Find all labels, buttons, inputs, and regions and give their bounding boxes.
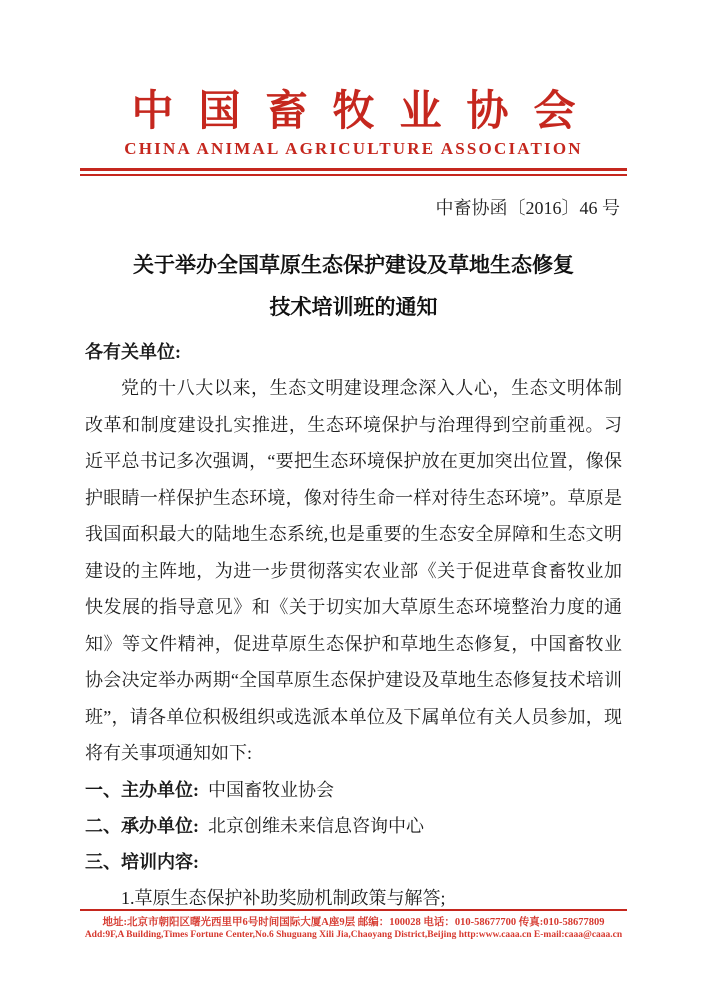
salutation: 各有关单位: xyxy=(85,342,181,363)
list-item-label: 一、主办单位: xyxy=(85,779,199,800)
org-name-english: CHINA ANIMAL AGRICULTURE ASSOCIATION xyxy=(124,139,583,159)
document-body xyxy=(85,194,622,916)
footer-divider xyxy=(80,909,627,911)
list-item-value: 中国畜牧业协会 xyxy=(208,779,334,800)
list-item-value: 北京创维未来信息咨询中心 xyxy=(208,815,424,836)
list-item-organizer xyxy=(85,772,622,808)
document-number: 中畜协函〔2016〕46 号 xyxy=(435,198,620,219)
list-item-undertaker xyxy=(85,808,622,844)
list-item-label: 二、承办单位: xyxy=(85,815,199,836)
letter-footer xyxy=(80,909,627,941)
footer-address-english: Add:9F,A Building,Times Fortune Center,No.6 Shuguang Xili Jia,Chaoyang District,Beijing http:www.caaa.cn E-mail:caaa@caaa.cn xyxy=(84,929,623,940)
notice-title-line2: 技术培训班的通知 xyxy=(269,295,438,320)
notice-title xyxy=(85,244,622,328)
letterhead-divider xyxy=(80,168,627,176)
org-name-chinese: 中国畜牧业协会 xyxy=(131,89,601,135)
footer-address-chinese: 地址:北京市朝阳区曙光西里甲6号时间国际大厦A座9层 邮编：100028 电话：010-58677700 传真:010-58677809 xyxy=(102,917,605,928)
body-paragraph: 党的十八大以来，生态文明建设理念深入人心，生态文明体制改革和制度建设扎实推进，生态环境保护与治理得到空前重视。习近平总书记多次强调，“要把生态环境保护放在更加突出位置，像保护眼睛一样保护生态环境，像对待生命一样对待生态环境”。草原是我国面积最大的陆地生态系统,也是重要的生态安全屏障和生态文明建设的主阵地，为进一步贯彻落实农业部《关于促进草食畜牧业加快发展的指导意见》和《关于切实加大草原生态环境整治力度的通知》等文件精神，促进草原生态保护和草地生态修复，中国畜牧业协会决定举办两期“全国草原生态保护建设及草地生态修复技术培训班”，请各单位积极组织或选派本单位及下属单位有关人员参加，现将有关事项通知如下: xyxy=(85,378,622,764)
letterhead xyxy=(0,0,707,176)
notice-title-line1: 关于举办全国草原生态保护建设及草地生态修复 xyxy=(133,253,574,278)
list-item-training-content xyxy=(85,844,622,880)
sub-list-item: 1.草原生态保护补助奖励机制政策与解答; xyxy=(121,887,446,908)
list-item-label: 三、培训内容: xyxy=(85,851,199,872)
